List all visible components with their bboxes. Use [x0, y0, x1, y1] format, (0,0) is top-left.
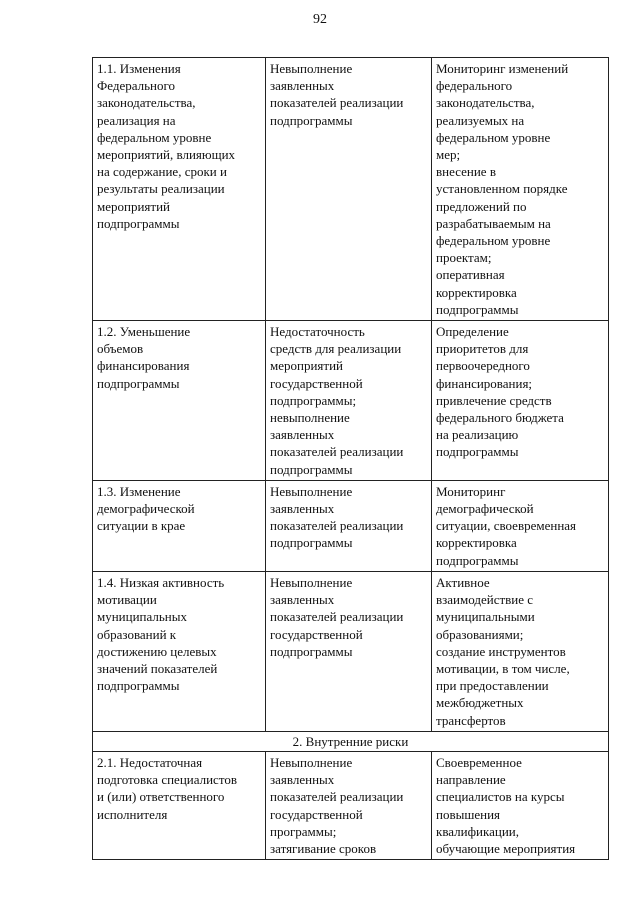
measures-cell-line: федерального — [436, 78, 513, 94]
section-row — [93, 731, 609, 751]
risk-cell-line: 1.1. Изменения — [97, 61, 181, 76]
risk-cell-line: подготовка специалистов — [97, 772, 237, 788]
consequence-cell-line: заявленных — [270, 78, 335, 94]
consequence-cell-line: подпрограммы — [270, 643, 353, 659]
consequence-cell-line: невыполнение — [270, 410, 350, 426]
risk-cell — [93, 751, 266, 859]
consequence-cell-line: заявленных — [270, 427, 335, 443]
risk-cell-line: Федерального — [97, 78, 176, 94]
risk-cell-line: мероприятий — [97, 198, 170, 214]
consequence-cell-line: государственной — [270, 375, 363, 391]
table-row — [93, 58, 609, 321]
consequence-cell-line: государственной — [270, 806, 363, 822]
risk-cell — [93, 480, 266, 571]
measures-cell-line: привлечение средств — [436, 392, 552, 408]
risk-cell-line: исполнителя — [97, 806, 168, 822]
consequence-cell-line: показателей реализации — [270, 518, 404, 534]
measures-cell-line: предложений по — [436, 198, 527, 214]
consequence-cell-line: показателей реализации — [270, 609, 404, 625]
measures-cell — [432, 751, 609, 859]
risk-cell-line: подпрограммы — [97, 678, 180, 694]
consequence-cell-line: мероприятий — [270, 358, 343, 374]
consequence-cell — [266, 480, 432, 571]
measures-cell-line: внесение в — [436, 164, 496, 180]
measures-cell-line: Своевременное — [436, 754, 522, 770]
consequence-cell-line: Невыполнение — [270, 61, 353, 76]
measures-cell-line: специалистов на курсы — [436, 789, 565, 805]
risk-cell-line: финансирования — [97, 358, 190, 374]
measures-cell-line: ситуации, своевременная — [436, 518, 577, 534]
measures-cell-line: межбюджетных — [436, 695, 524, 711]
measures-cell-line: направление — [436, 772, 506, 788]
table-row — [93, 571, 609, 731]
measures-cell-line: корректировка — [436, 535, 517, 551]
risk-cell-line: федеральном уровне — [97, 129, 212, 145]
measures-cell-line: корректировка — [436, 284, 517, 300]
risk-cell-line: значений показателей — [97, 660, 218, 676]
risk-cell-line: результаты реализации — [97, 181, 225, 197]
consequence-cell-line: затягивание сроков — [270, 840, 377, 856]
risk-cell-line: 2.1. Недостаточная — [97, 754, 203, 770]
measures-cell-line: создание инструментов — [436, 643, 566, 659]
risk-cell — [93, 58, 266, 321]
measures-cell-line: приоритетов для — [436, 341, 529, 357]
consequence-cell — [266, 751, 432, 859]
consequence-cell-line: подпрограммы — [270, 112, 353, 128]
measures-cell-line: повышения — [436, 806, 501, 822]
measures-cell-line: Активное — [436, 574, 490, 590]
measures-cell-line: на реализацию — [436, 427, 519, 443]
risk-cell-line: муниципальных — [97, 609, 188, 625]
risk-cell-line: подпрограммы — [97, 215, 180, 231]
table-row — [93, 321, 609, 481]
consequence-cell-line: Недостаточность — [270, 324, 365, 340]
consequence-cell-line: заявленных — [270, 772, 335, 788]
measures-cell-line: Определение — [436, 324, 509, 340]
consequence-cell-line: подпрограммы — [270, 461, 353, 477]
risk-table-body — [93, 58, 609, 860]
risk-cell-line: ситуации в крае — [97, 518, 186, 534]
measures-cell-line: подпрограммы — [436, 444, 519, 460]
consequence-cell-line: заявленных — [270, 592, 335, 608]
consequence-cell-line: Невыполнение — [270, 754, 353, 770]
consequence-cell-line: показателей реализации — [270, 789, 404, 805]
measures-cell-line: подпрограммы — [436, 552, 519, 568]
measures-cell — [432, 321, 609, 481]
measures-cell-line: установленном порядке — [436, 181, 568, 197]
measures-cell-line: образованиями; — [436, 626, 524, 642]
risk-cell-line: достижению целевых — [97, 643, 217, 659]
risk-cell-line: подпрограммы — [97, 375, 180, 391]
consequence-cell-line: средств для реализации — [270, 341, 402, 357]
measures-cell-line: муниципальными — [436, 609, 535, 625]
risk-cell-line: законодательства, — [97, 95, 196, 111]
risk-cell-line: объемов — [97, 341, 144, 357]
risk-cell — [93, 321, 266, 481]
risk-cell-line: 1.3. Изменение — [97, 483, 181, 499]
measures-cell-line: разрабатываемым на — [436, 215, 551, 231]
measures-cell-line: оперативная — [436, 267, 505, 283]
measures-cell-line: мер; — [436, 147, 461, 163]
measures-cell — [432, 571, 609, 731]
measures-cell-line: федерального бюджета — [436, 410, 564, 426]
measures-cell-line: при предоставлении — [436, 678, 549, 694]
risk-cell-line: демографической — [97, 501, 195, 517]
consequence-cell-line: Невыполнение — [270, 483, 353, 499]
table-row — [93, 480, 609, 571]
measures-cell-line: первоочередного — [436, 358, 530, 374]
risk-cell — [93, 571, 266, 731]
measures-cell-line: взаимодействие с — [436, 592, 534, 608]
consequence-cell-line: подпрограммы — [270, 535, 353, 551]
measures-cell-line: проектам; — [436, 250, 492, 266]
measures-cell-line: квалификации, — [436, 823, 520, 839]
measures-cell-line: финансирования; — [436, 375, 533, 391]
consequence-cell — [266, 321, 432, 481]
measures-cell — [432, 58, 609, 321]
risk-cell-line: 1.4. Низкая активность — [97, 574, 225, 590]
consequence-cell-line: государственной — [270, 626, 363, 642]
section-header: 2. Внутренние риски — [93, 731, 609, 751]
consequence-cell — [266, 571, 432, 731]
consequence-cell-line: подпрограммы; — [270, 392, 357, 408]
risk-table — [92, 57, 609, 860]
measures-cell-line: трансфертов — [436, 712, 506, 728]
risk-cell-line: на содержание, сроки и — [97, 164, 227, 180]
measures-cell-line: подпрограммы — [436, 301, 519, 317]
measures-cell-line: демографической — [436, 501, 534, 517]
page-number: 92 — [313, 12, 327, 27]
risk-cell-line: мероприятий, влияющих — [97, 147, 236, 163]
risk-cell-line: образований к — [97, 626, 177, 642]
consequence-cell-line: заявленных — [270, 501, 335, 517]
table-row — [93, 751, 609, 859]
risk-cell-line: 1.2. Уменьшение — [97, 324, 191, 340]
measures-cell-line: Мониторинг — [436, 483, 506, 499]
measures-cell-line: реализуемых на — [436, 112, 525, 128]
consequence-cell-line: показателей реализации — [270, 444, 404, 460]
risk-cell-line: мотивации — [97, 592, 157, 608]
measures-cell — [432, 480, 609, 571]
consequence-cell — [266, 58, 432, 321]
measures-cell-line: федеральном уровне — [436, 233, 551, 249]
measures-cell-line: обучающие мероприятия — [436, 840, 576, 856]
measures-cell-line: федеральном уровне — [436, 129, 551, 145]
risk-cell-line: и (или) ответственного — [97, 789, 225, 805]
consequence-cell-line: Невыполнение — [270, 574, 353, 590]
measures-cell-line: законодательства, — [436, 95, 535, 111]
consequence-cell-line: показателей реализации — [270, 95, 404, 111]
risk-cell-line: реализация на — [97, 112, 176, 128]
measures-cell-line: Мониторинг изменений — [436, 61, 569, 76]
consequence-cell-line: программы; — [270, 823, 337, 839]
measures-cell-line: мотивации, в том числе, — [436, 660, 570, 676]
